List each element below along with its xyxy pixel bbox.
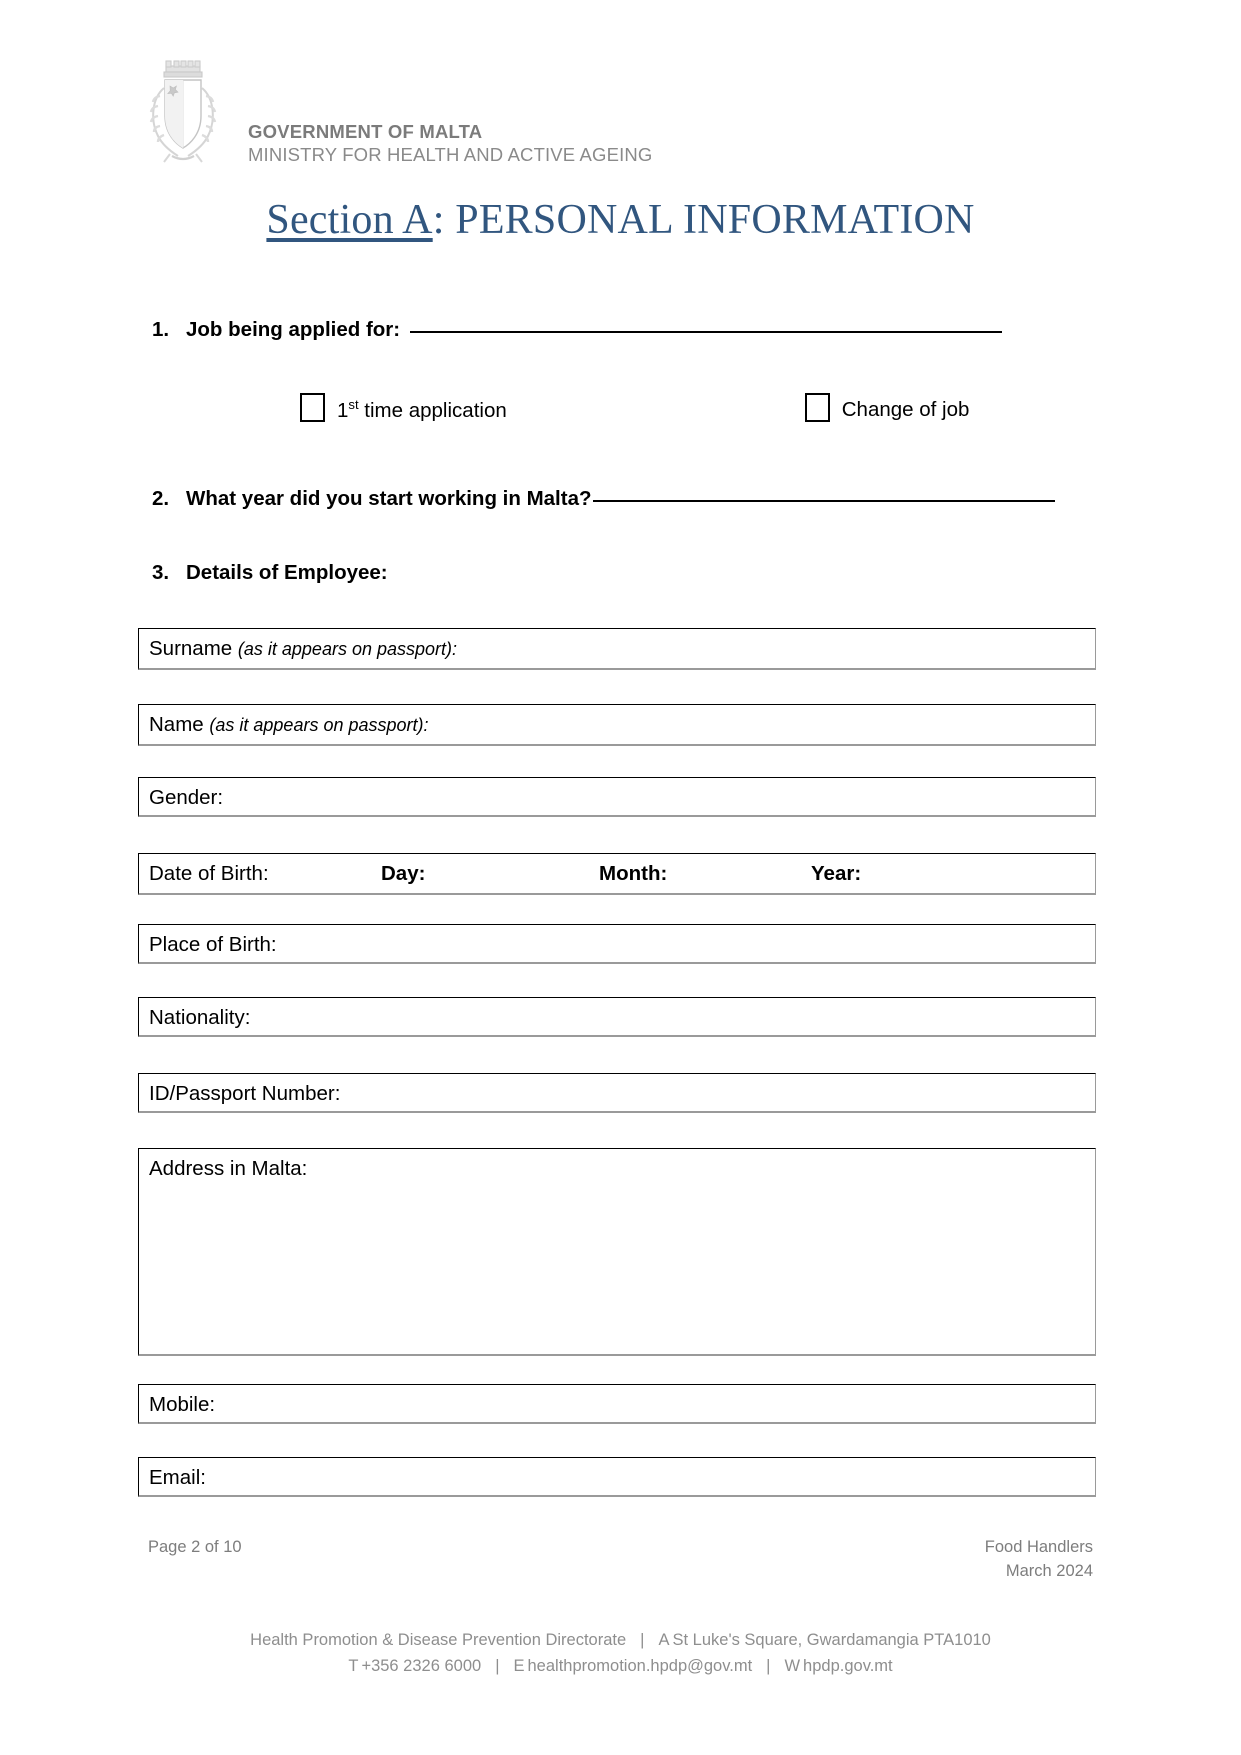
contact-address-key: A <box>658 1631 670 1649</box>
document-header <box>140 58 652 174</box>
field-date-of-birth-label: Date of Birth: <box>149 862 269 885</box>
contact-directorate: Health Promotion & Disease Prevention Directorate <box>250 1631 627 1649</box>
contact-website[interactable]: hpdp.gov.mt <box>803 1656 893 1675</box>
question-3 <box>152 561 388 585</box>
field-name-label: Name <box>149 713 210 736</box>
question-2 <box>152 487 1055 511</box>
application-type-options <box>300 395 969 424</box>
contact-line-1 <box>0 1628 1241 1654</box>
field-mobile-label: Mobile: <box>149 1393 216 1416</box>
label-change-of-job: Change of job <box>841 397 970 421</box>
page-title <box>0 196 1241 244</box>
question-2-number: 2. <box>152 487 170 510</box>
page-footer <box>148 1536 1093 1584</box>
field-dob-month-label: Month: <box>599 862 668 885</box>
job-applied-for-input[interactable] <box>410 331 1002 333</box>
checkbox-change-of-job[interactable] <box>805 393 830 422</box>
field-address-in-malta[interactable] <box>138 1148 1096 1356</box>
field-surname-note: (as it appears on passport): <box>237 639 458 659</box>
contact-separator-3: | <box>766 1656 771 1675</box>
field-nationality[interactable] <box>138 997 1096 1037</box>
field-mobile[interactable] <box>138 1384 1096 1424</box>
field-email-label: Email: <box>149 1466 206 1489</box>
field-dob-year-label: Year: <box>811 862 862 885</box>
contact-separator-1: | <box>640 1631 645 1649</box>
field-surname[interactable] <box>138 628 1096 670</box>
option-first-time-application[interactable] <box>300 395 507 424</box>
malta-coat-of-arms-icon <box>140 58 226 174</box>
field-email[interactable] <box>138 1457 1096 1497</box>
footer-doc-title: Food Handlers <box>984 1538 1093 1556</box>
year-started-working-input[interactable] <box>593 500 1055 502</box>
label-first-time-application: 1st time application <box>337 396 507 422</box>
field-address-in-malta-label: Address in Malta: <box>149 1157 308 1180</box>
field-place-of-birth[interactable] <box>138 924 1096 964</box>
field-date-of-birth[interactable] <box>138 853 1096 895</box>
question-1 <box>152 318 1002 342</box>
field-id-passport-number-label: ID/Passport Number: <box>149 1082 341 1105</box>
question-3-label: Details of Employee: <box>186 561 388 584</box>
field-name-note: (as it appears on passport): <box>209 715 429 735</box>
field-id-passport-number[interactable] <box>138 1073 1096 1113</box>
question-1-number: 1. <box>152 318 170 341</box>
page-title-section: Section A <box>266 197 433 243</box>
footer-doc-date: March 2024 <box>1005 1561 1093 1580</box>
checkbox-first-time-application[interactable] <box>300 393 325 422</box>
contact-email[interactable]: healthpromotion.hpdp@gov.mt <box>527 1656 753 1675</box>
question-3-number: 3. <box>152 561 170 584</box>
footer-doc-info <box>985 1536 1093 1584</box>
field-name[interactable] <box>138 704 1096 746</box>
field-nationality-label: Nationality: <box>149 1006 251 1029</box>
field-gender[interactable] <box>138 777 1096 817</box>
contact-phone: +356 2326 6000 <box>361 1656 482 1675</box>
contact-footer <box>0 1628 1241 1679</box>
field-surname-label: Surname <box>149 637 238 660</box>
page-title-rest: : PERSONAL INFORMATION <box>432 197 975 243</box>
contact-line-2 <box>0 1654 1241 1680</box>
org-text-block <box>248 58 652 167</box>
contact-phone-key: T <box>348 1656 359 1675</box>
contact-address: St Luke's Square, Gwardamangia PTA1010 <box>672 1631 991 1649</box>
option-change-of-job[interactable] <box>805 395 970 424</box>
contact-email-key: E <box>513 1656 525 1675</box>
government-name: GOVERNMENT OF MALTA <box>248 121 483 142</box>
contact-separator-2: | <box>495 1656 500 1675</box>
field-dob-day-label: Day: <box>381 862 426 885</box>
question-1-label: Job being applied for: <box>186 318 401 341</box>
question-2-label: What year did you start working in Malta? <box>186 487 592 510</box>
field-gender-label: Gender: <box>149 786 224 809</box>
contact-web-key: W <box>784 1656 801 1675</box>
ministry-name: MINISTRY FOR HEALTH AND ACTIVE AGEING <box>248 144 653 166</box>
page-number: Page 2 of 10 <box>148 1538 242 1556</box>
field-place-of-birth-label: Place of Birth: <box>149 933 277 956</box>
